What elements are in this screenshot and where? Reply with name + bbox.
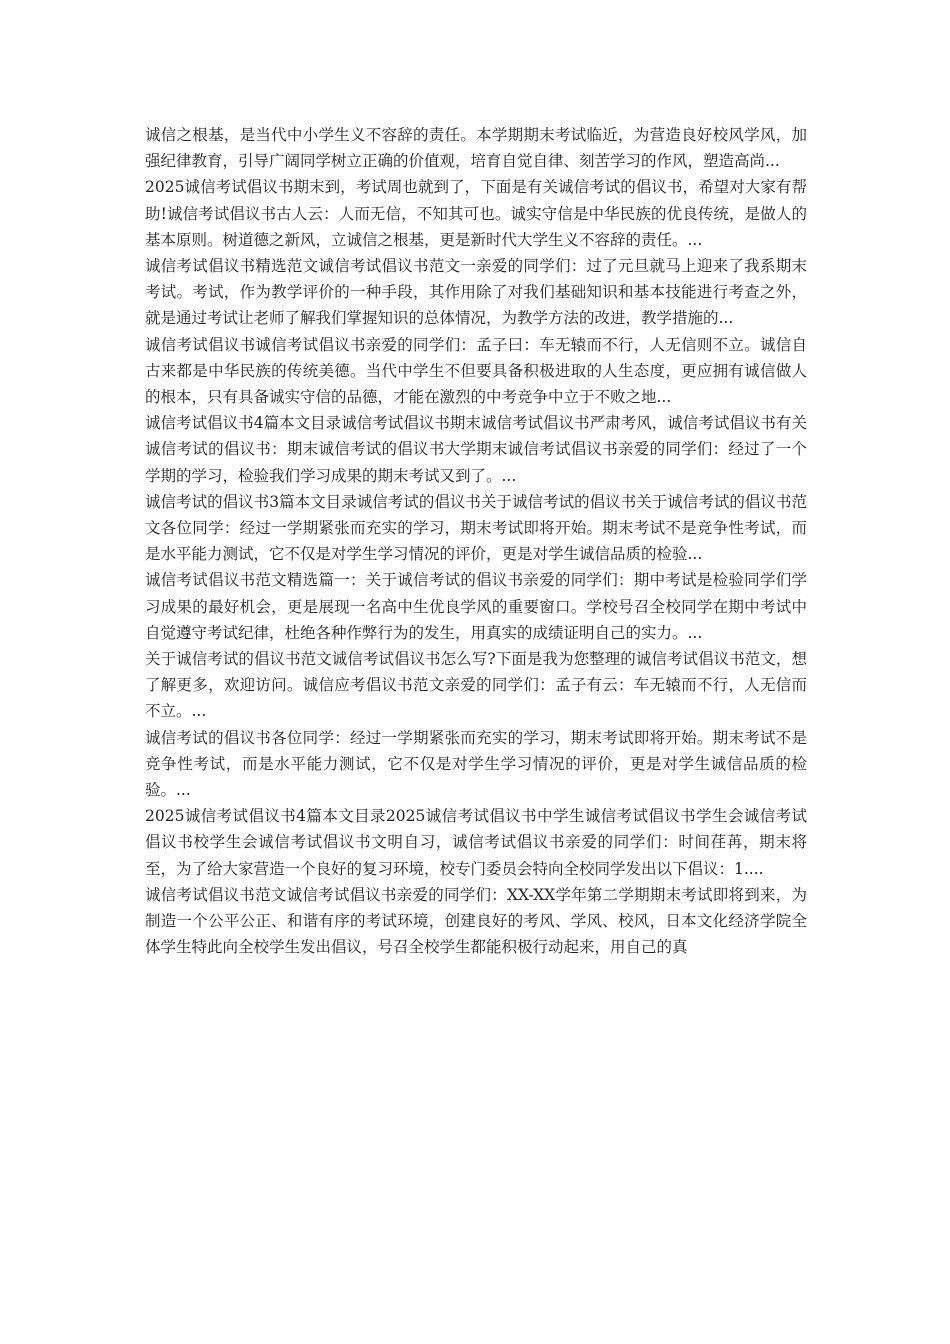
paragraph-6: 诚信考试的倡议书3篇本文目录诚信考试的倡议书关于诚信考试的倡议书关于诚信考试的倡议书范文各位同学：经过一学期紧张而充实的学习，期末考试即将开始。期末考试不是竞争性考试，而是水平能力测试，它不仅是对学生学习情况的评价，更是对学生诚信品质的检验... — [145, 492, 807, 564]
paragraph-9: 诚信考试的倡议书各位同学：经过一学期紧张而充实的学习，期末考试即将开始。期末考试不是竞争性考试，而是水平能力测试，它不仅是对学生学习情况的评价，更是对学生诚信品质的检验。... — [145, 728, 807, 800]
paragraph-2: 2025诚信考试倡议书期末到，考试周也就到了，下面是有关诚信考试的倡议书，希望对大家有帮助!诚信考试倡议书古人云：人而无信，不知其可也。诚实守信是中华民族的优良传统，是做人的基本原则。树道德之新风，立诚信之根基，更是新时代大学生义不容辞的责任。... — [145, 178, 807, 249]
paragraph-11: 诚信考试倡议书范文诚信考试倡议书亲爱的同学们：XX-XX学年第二学期期末考试即将到来，为制造一个公平公正、和谐有序的考试环境，创建良好的考风、学风、校风，日本文化经济学院全体学生特此向全校学生发出倡议，号召全校学生都能积极行动起来，用自己的真 — [145, 885, 807, 957]
document-body — [145, 122, 807, 961]
paragraph-4: 诚信考试倡议书诚信考试倡议书亲爱的同学们：孟子曰：车无辕而不行，人无信则不立。诚信自古来都是中华民族的传统美德。当代中学生不但要具备积极进取的人生态度，更应拥有诚信做人的根本，只有具备诚实守信的品德，才能在激烈的中考竞争中立于不败之地... — [145, 335, 807, 407]
paragraph-10: 2025诚信考试倡议书4篇本文目录2025诚信考试倡议书中学生诚信考试倡议书学生会诚信考试倡议书校学生会诚信考试倡议书文明自习，诚信考试倡议书亲爱的同学们：时间荏苒，期末将至，为了给大家营造一个良好的复习环境，校专门委员会特向全校同学发出以下倡议：1.... — [145, 807, 807, 878]
paragraph-8: 关于诚信考试的倡议书范文诚信考试倡议书怎么写?下面是我为您整理的诚信考试倡议书范文，想了解更多，欢迎访问。诚信应考倡议书范文亲爱的同学们：孟子有云：车无辕而不行，人无信而不立。... — [145, 650, 807, 721]
paragraph-1: 诚信之根基，是当代中小学生义不容辞的责任。本学期期末考试临近，为营造良好校风学风，加强纪律教育，引导广阔同学树立正确的价值观，培育自觉自律、刻苦学习的作风，塑造高尚... — [145, 126, 807, 171]
paragraph-5: 诚信考试倡议书4篇本文目录诚信考试倡议书期末诚信考试倡议书严肃考风，诚信考试倡议书有关诚信考试的倡议书：期末诚信考试的倡议书大学期末诚信考试倡议书亲爱的同学们：经过了一个学期的学习，检验我们学习成果的期末考试又到了。... — [145, 414, 807, 485]
paragraph-3: 诚信考试倡议书精选范文诚信考试倡议书范文一亲爱的同学们：过了元旦就马上迎来了我系期末考试。考试，作为教学评价的一种手段，其作用除了对我们基础知识和基本技能进行考查之外，就是通过考试让老师了解我们掌握知识的总体情况，为教学方法的改进，教学措施的... — [145, 257, 807, 328]
paragraph-7: 诚信考试倡议书范文精选篇一：关于诚信考试的倡议书亲爱的同学们：期中考试是检验同学们学习成果的最好机会，更是展现一名高中生优良学风的重要窗口。学校号召全校同学在期中考试中自觉遵守考试纪律，杜绝各种作弊行为的发生，用真实的成绩证明自己的实力。... — [145, 571, 807, 642]
